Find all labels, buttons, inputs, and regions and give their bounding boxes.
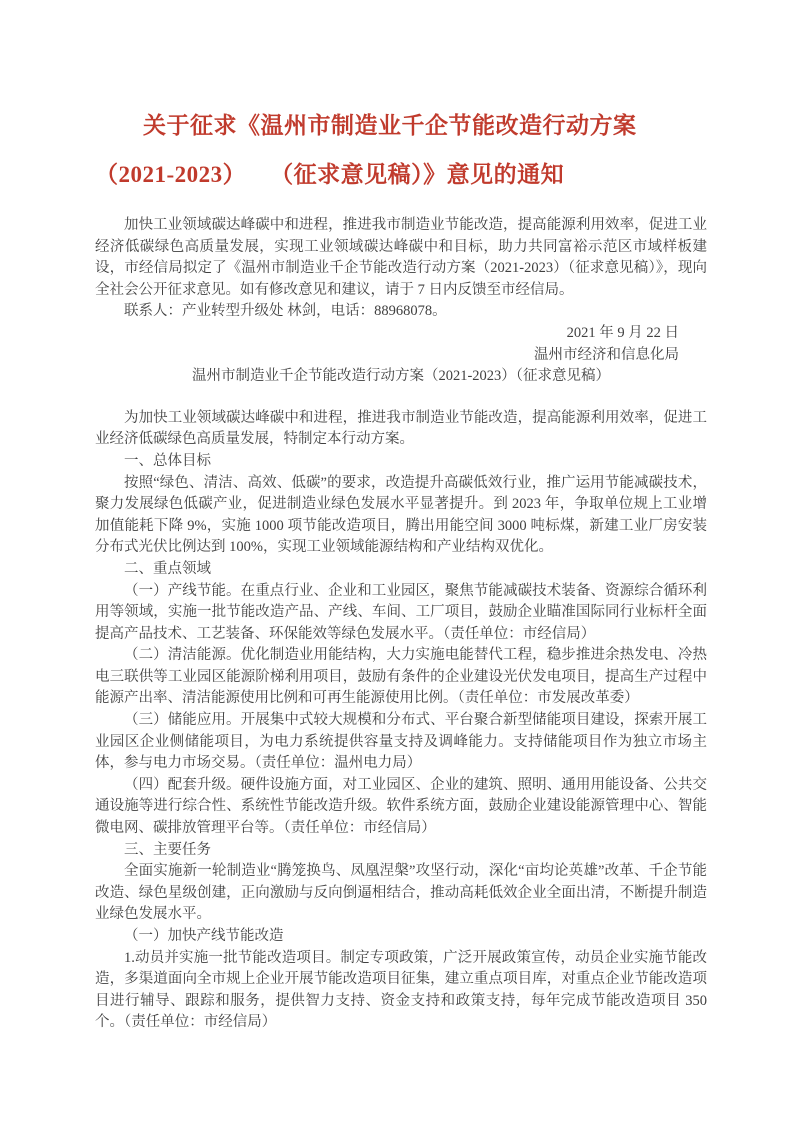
plan-title-line: 温州市制造业千企节能改造行动方案（2021-2023）（征求意见稿）: [191, 368, 611, 385]
section-2-item-4: （四）配套升级。硬件设施方面，对工业园区、企业的建筑、照明、通用用能设备、公共交通设施等进行综合性、系统性节能改造升级。软件系统方面，鼓励企业建设能源管理中心、智能微电网、碳排放管理平台等。（责任单位：市经信局）: [95, 776, 707, 837]
preamble-paragraph: 为加快工业领域碳达峰碳中和进程，推进我市制造业节能改造，提高能源利用效率，促进工业经济低碳绿色高质量发展，特制定本行动方案。: [95, 409, 707, 448]
section-1-body: 按照“绿色、清洁、高效、低碳”的要求，改造提升高碳低效行业，推广运用节能减碳技术，聚力发展绿色低碳产业，促进制造业绿色发展水平显著提升。到 2023 年，争取单位规上工业增加值能耗下降 9%，实施 1000 项节能改造项目，腾出用能空间 3000 吨标煤，新建工业厂房安装分布式光伏比例达到 100%，实现工业领域能源结构和产业结构双优化。: [95, 474, 707, 556]
section-3-heading: 三、主要任务: [124, 841, 211, 858]
notice-title-line-2: （2021-2023） （征求意见稿）》意见的通知: [95, 162, 565, 187]
intro-paragraph: 加快工业领域碳达峰碳中和进程，推进我市制造业节能改造，提高能源利用效率，促进工业经济低碳绿色高质量发展，实现工业领域碳达峰碳中和目标，助力共同富裕示范区市域样板建设，市经信局拟定了《温州市制造业千企节能改造行动方案（2021-2023）（征求意见稿）》，现向全社会公开征求意见。如有修改意见和建议，请于 7 日内反馈至市经信局。: [95, 217, 707, 298]
section-2-item-1: （一）产线节能。在重点行业、企业和工业园区，聚焦节能减碳技术装备、资源综合循环利用等领域，实施一批节能改造产品、产线、车间、工厂项目，鼓励企业瞄准国际同行业标杆全面提高产品技术、工艺装备、环保能效等绿色发展水平。（责任单位：市经信局）: [95, 582, 707, 642]
document-body: [95, 215, 707, 1034]
task-1-heading: （一）加快产线节能改造: [124, 928, 284, 944]
section-2-item-3: （三）储能应用。开展集中式较大规模和分布式、平台聚合新型储能项目建设，探索开展工业园区企业侧储能项目，为电力系统提供容量支持及调峰能力。支持储能项目作为独立市场主体，参与电力市场交易。（责任单位：温州电力局）: [95, 712, 707, 772]
section-2-item-2: （二）清洁能源。优化制造业用能结构，大力实施电能替代工程，稳步推进余热发电、冷热电三联供等工业园区能源阶梯利用项目，鼓励有条件的企业建设光伏发电项目，提高生产过程中能源产出率、清洁能源使用比例和可再生能源使用比例。（责任单位：市发展改革委）: [95, 647, 707, 707]
section-1-heading: 一、总体目标: [124, 452, 211, 469]
notice-title-line-1: 关于征求《温州市制造业千企节能改造行动方案: [143, 113, 637, 138]
date-line: 2021 年 9 月 22 日: [566, 324, 679, 341]
section-3-body: 全面实施新一轮制造业“腾笼换鸟、凤凰涅槃”攻坚行动，深化“亩均论英雄”改革、千企节能改造、绿色星级创建，正向激励与反向倒逼相结合，推动高耗低效企业全面出清，不断提升制造业绿色发展水平。: [95, 863, 707, 923]
section-2-heading: 二、重点领域: [124, 560, 211, 577]
issuer-line: 温州市经济和信息化局: [534, 346, 679, 363]
notice-title: [95, 101, 707, 199]
contact-line: 联系人：产业转型升级处 林剑，电话：88968078。: [124, 303, 447, 320]
task-1-body: 1.动员并实施一批节能改造项目。制定专项政策，广泛开展政策宣传，动员企业实施节能改造，多渠道面向全市规上企业开展节能改造项目征集，建立重点项目库，对重点企业节能改造项目进行辅导、跟踪和服务，提供智力支持、资金支持和政策支持，每年完成节能改造项目 350 个。（责任单位：市经信局）: [95, 949, 707, 1031]
